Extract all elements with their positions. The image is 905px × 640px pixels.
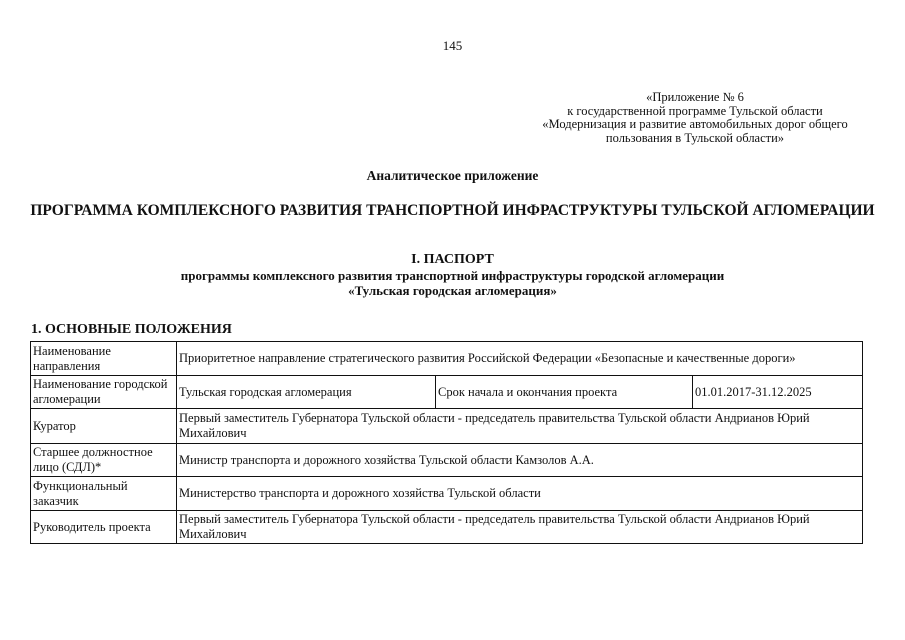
passport-subtitle-1: программы комплексного развития транспортной инфраструктуры городской агломерации xyxy=(180,268,725,283)
customer-value: Министерство транспорта и дорожного хозяйства Тульской области xyxy=(177,477,863,511)
period-value: 01.01.2017-31.12.2025 xyxy=(693,376,863,409)
table-row-project-manager xyxy=(31,511,863,544)
table-row-customer xyxy=(31,477,863,511)
senior-official-value: Министр транспорта и дорожного хозяйства Тульской области Камзолов А.А. xyxy=(177,444,863,477)
passport-table xyxy=(30,341,863,544)
appendix-line-2: к государственной программе Тульской области xyxy=(567,103,823,118)
appendix-line-1: «Приложение № 6 xyxy=(646,90,744,104)
project-manager-label: Руководитель проекта xyxy=(31,511,177,544)
page-number: 145 xyxy=(442,38,463,53)
table-row-curator xyxy=(31,409,863,444)
passport-subtitle-2: «Тульская городская агломерация» xyxy=(348,283,557,298)
appendix-line-4: пользования в Тульской области» xyxy=(605,130,785,145)
passport-header xyxy=(0,252,905,298)
agglomeration-value: Тульская городская агломерация xyxy=(177,376,436,409)
curator-label: Куратор xyxy=(31,409,177,444)
period-label: Срок начала и окончания проекта xyxy=(436,376,693,409)
passport-heading: I. ПАСПОРТ xyxy=(411,252,494,267)
program-title: ПРОГРАММА КОМПЛЕКСНОГО РАЗВИТИЯ ТРАНСПОРТНОЙ ИНФРАСТРУКТУРЫ ТУЛЬСКОЙ АГЛОМЕРАЦИИ xyxy=(30,202,875,219)
senior-official-label: Старшее должностное лицо (СДЛ)* xyxy=(31,444,177,477)
appendix-line-3: «Модернизация и развитие автомобильных дорог общего xyxy=(542,117,848,131)
direction-label: Наименование направления xyxy=(31,342,177,376)
curator-value: Первый заместитель Губернатора Тульской области - председатель правительства Тульской области Андрианов Юрий Михайлович xyxy=(177,409,863,444)
table-row-senior-official xyxy=(31,444,863,477)
project-manager-value: Первый заместитель Губернатора Тульской области - председатель правительства Тульской области Андрианов Юрий Михайлович xyxy=(177,511,863,544)
customer-label: Функциональный заказчик xyxy=(31,477,177,511)
table-row-direction xyxy=(31,342,863,376)
appendix-note xyxy=(515,91,875,145)
analytic-appendix-title: Аналитическое приложение xyxy=(366,168,539,183)
section-title: 1. ОСНОВНЫЕ ПОЛОЖЕНИЯ xyxy=(31,322,232,337)
agglomeration-label: Наименование городской агломерации xyxy=(31,376,177,409)
direction-value: Приоритетное направление стратегического развития Российской Федерации «Безопасные и качественные дороги» xyxy=(177,342,863,376)
table-row-agglomeration xyxy=(31,376,863,409)
